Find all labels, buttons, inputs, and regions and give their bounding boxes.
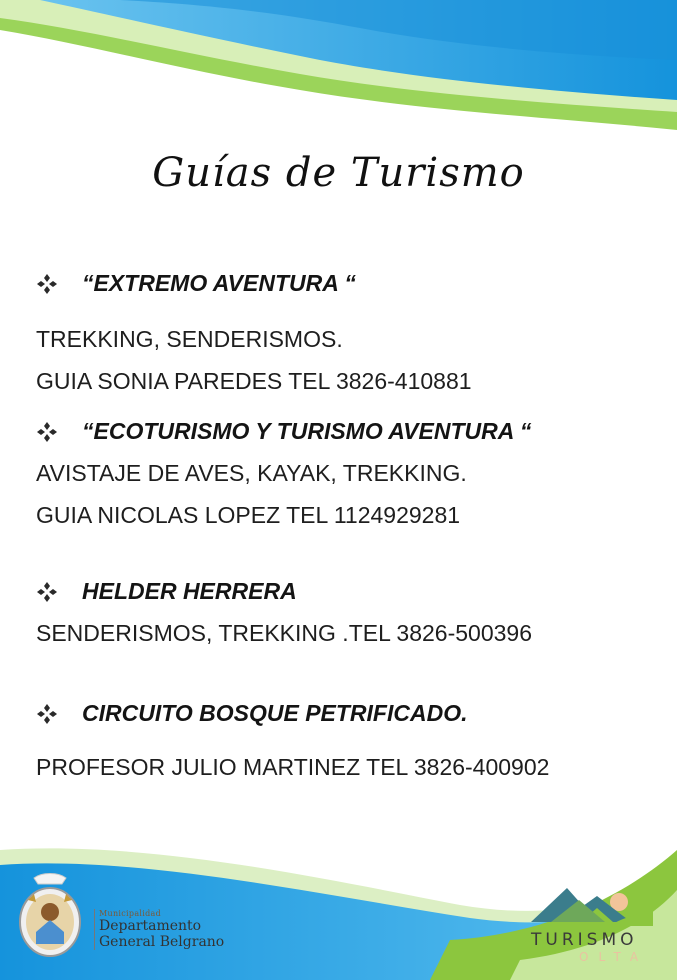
diamond-bullet-icon <box>36 581 58 603</box>
entry-heading-3: HELDER HERRERA <box>36 578 297 605</box>
entry-heading-2: “ECOTURISMO Y TURISMO AVENTURA “ <box>36 418 531 445</box>
brand-main-text: TURISMO <box>531 930 638 950</box>
entry-1-line-1: TREKKING, SENDERISMOS. <box>36 326 343 352</box>
municipality-crest-icon <box>14 870 86 960</box>
mountain-sun-icon <box>521 876 661 932</box>
entry-3-line-1: SENDERISMOS, TREKKING .TEL 3826-500396 <box>36 620 532 646</box>
entry-2-line-2: GUIA NICOLAS LOPEZ TEL 1124929281 <box>36 502 461 528</box>
municipality-label <box>94 909 224 950</box>
entry-heading-4: CIRCUITO BOSQUE PETRIFICADO. <box>36 700 468 727</box>
municipality-small-text: Municipalidad <box>99 909 162 918</box>
diamond-bullet-icon <box>36 703 58 725</box>
diamond-bullet-icon <box>36 273 58 295</box>
entry-4-line-1: PROFESOR JULIO MARTINEZ TEL 3826-400902 <box>36 754 550 780</box>
diamond-bullet-icon <box>36 421 58 443</box>
page-title: Guías de Turismo <box>152 150 525 196</box>
entry-heading-1: “EXTREMO AVENTURA “ <box>36 270 356 297</box>
entry-2-line-1: AVISTAJE DE AVES, KAYAK, TREKKING. <box>36 460 467 486</box>
entry-1-line-2: GUIA SONIA PAREDES TEL 3826-410881 <box>36 368 472 394</box>
turismo-olta-logo <box>521 876 661 966</box>
brand-sub-text: OLTA <box>579 950 649 964</box>
municipality-line-2: General Belgrano <box>99 934 225 950</box>
municipality-line-1: Departamento <box>99 918 202 934</box>
top-wave-decoration <box>0 0 677 140</box>
